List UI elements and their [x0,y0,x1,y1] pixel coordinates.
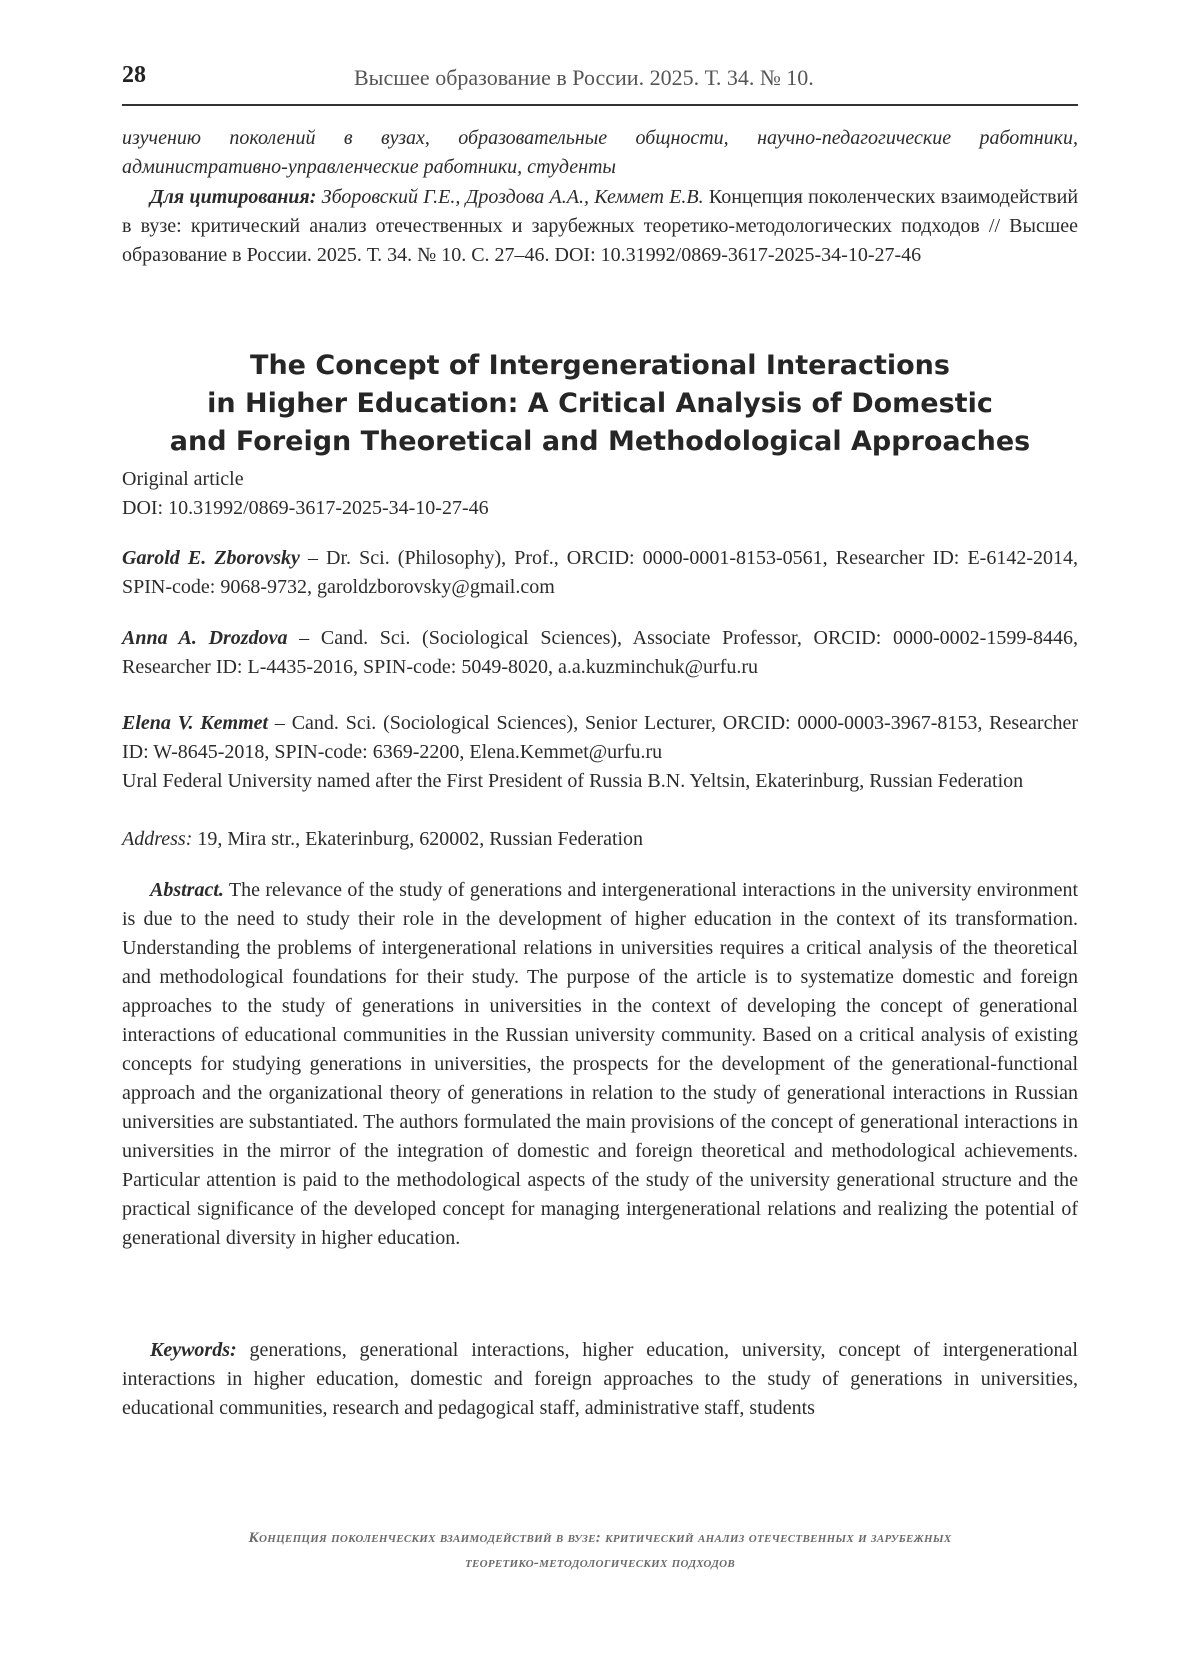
article-doi: DOI: 10.31992/0869-3617-2025-34-10-27-46 [122,497,489,519]
running-footer [122,1526,1078,1576]
running-header [122,62,1078,106]
journal-citation: Высшее образование в России. 2025. Т. 34. № 10. [354,65,814,90]
author-name: Garold E. Zborovsky [122,547,300,569]
footer-line: теоретико-методологических подходов [464,1555,736,1571]
address-text: 19, Mira str., Ekaterinburg, 620002, Russian Federation [192,828,644,850]
keywords [122,1336,1078,1423]
author-details: – Cand. Sci. (Sociological Sciences), Senior Lecturer, ORCID: 0000-0003-3967-8153, Researcher ID: W-8645-2018, SPIN-code: 6369-2200, Elena.Kemmet@urfu.ru [122,712,1079,763]
abstract-text: The relevance of the study of generations and intergenerational interactions in the university environment is due to the need to study their role in the development of higher education in the context of its transformation. Understanding the problems of intergenerational relations in universities requires a critical analysis of the theoretical and methodological foundations for their study. The purpose of the article is to systematize domestic and foreign approaches to the study of generations in universities in the context of developing the concept of generational interactions of educational communities in the Russian university community. Based on a critical analysis of existing concepts for studying generations in universities, the prospects for the development of the generational-functional approach and the organizational theory of generations in relation to the study of generational interactions in Russian universities are substantiated. The authors formulated the main provisions of the concept of generational interactions in universities in the mirror of the integration of domestic and foreign theoretical and methodological achievements. Particular attention is paid to the methodological aspects of the study of the university generational structure and the practical significance of the developed concept for managing intergenerational relations and realizing the potential of generational diversity in higher education. [122,879,1078,1249]
title-line: The Concept of Intergenerational Interactions [250,350,950,381]
keywords-text: generations, generational interactions, higher education, university, concept of intergenerational interactions in higher education, domestic and foreign approaches to the study of generations in universities, educational communities, research and pedagogical staff, administrative staff, students [122,1339,1078,1419]
page-number: 28 [122,62,146,88]
footer-line: Концепция поколенческих взаимодействий в вузе: критический анализ отечественных и зарубежных [248,1530,952,1546]
article-title [122,347,1078,461]
abstract-label: Abstract. [150,879,224,901]
keywords-label: Keywords: [150,1339,237,1361]
author-entry [122,624,1078,682]
citation-text: Концепция поколенческих взаимодействий в вузе: критический анализ отечественных и зарубежных теоретико-методологических подходов // Высшее образование в России. 2025. Т. 34. № 10. С. 27–46. DOI: 10.31992/0869-3617-2025-34-10-27-46 [122,186,1079,266]
address [122,825,1078,854]
citation-block [122,183,1078,270]
author-details: – Cand. Sci. (Sociological Sciences), Associate Professor, ORCID: 0000-0002-1599-8446, Researcher ID: L-4435-2016, SPIN-code: 5049-8020, a.a.kuzminchuk@urfu.ru [122,627,1078,678]
russian-keywords-tail: изучению поколений в вузах, образовательные общности, научно-педагогические работники, административно-управленческие работники, студенты [122,127,1078,178]
author-entry [122,709,1078,767]
title-line: and Foreign Theoretical and Methodological Approaches [169,426,1031,457]
affiliation: Ural Federal University named after the First President of Russia B.N. Yeltsin, Ekaterinburg, Russian Federation [122,770,1024,792]
author-name: Elena V. Kemmet [122,712,269,734]
author-name: Anna A. Drozdova [122,627,288,649]
article-type: Original article [122,468,244,490]
page [122,0,1078,1658]
citation-label: Для цитирования: [150,186,317,208]
citation-authors: Зборовский Г.Е., Дроздова А.А., Кеммет Е.В. [321,186,704,208]
author-details: – Dr. Sci. (Philosophy), Prof., ORCID: 0000-0001-8153-0561, Researcher ID: E-6142-2014, SPIN-code: 9068-9732, garoldzborovsky@gmail.com [122,547,1078,598]
author-entry [122,544,1078,602]
title-line: in Higher Education: A Critical Analysis of Domestic [207,388,993,419]
address-label: Address: [122,828,193,850]
article-meta [122,465,1078,523]
abstract [122,876,1078,1253]
